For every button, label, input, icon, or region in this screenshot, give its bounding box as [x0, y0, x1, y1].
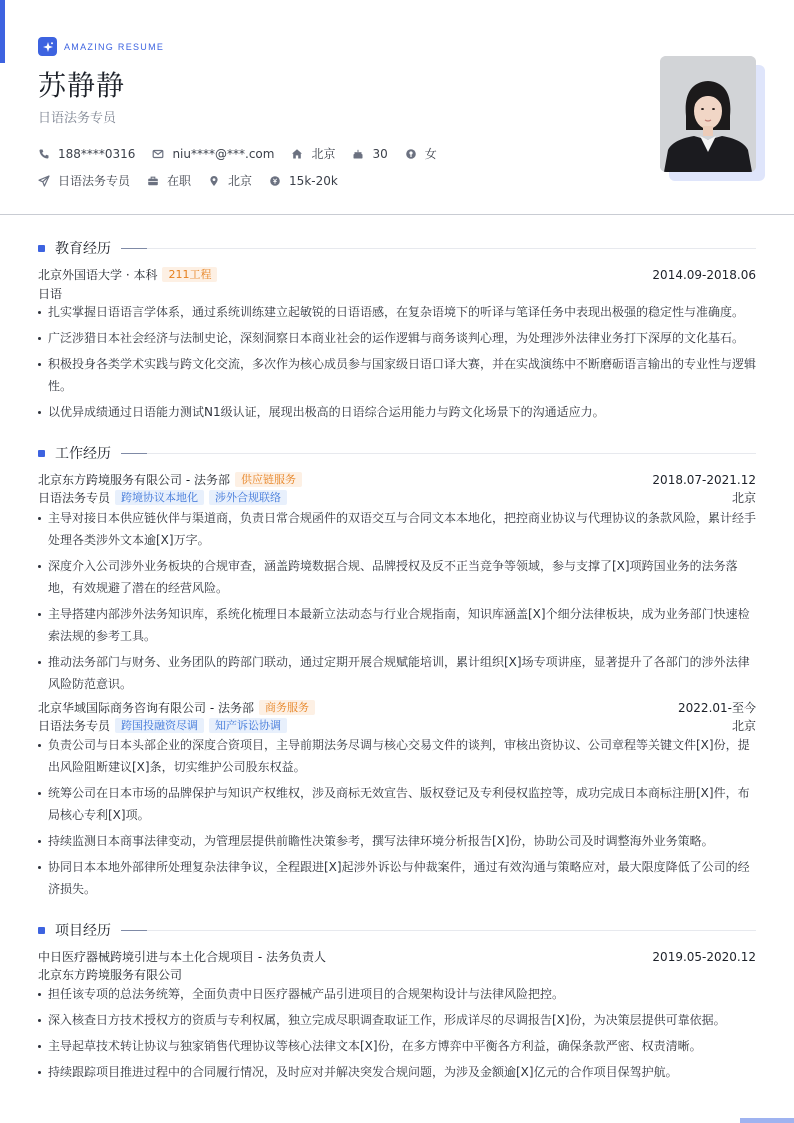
heading-rule: [121, 453, 147, 454]
project-name: 中日医疗器械跨境引进与本土化合规项目 - 法务负责人: [38, 950, 326, 964]
list-item: 持续跟踪项目推进过程中的合同履行情况，及时应对并解决突发合规问题，为涉及金额逾[X]亿元的合作项目保驾护航。: [38, 1061, 756, 1083]
briefcase-icon: [147, 175, 159, 187]
job-position-row: [38, 717, 756, 734]
profile-photo: [660, 56, 756, 172]
phone-icon: [38, 148, 50, 160]
education-major: 日语: [38, 287, 63, 301]
age-value: 30: [372, 146, 388, 161]
location-icon: [208, 175, 220, 187]
phone-value: 188****0316: [58, 146, 136, 161]
heading-rule: [121, 248, 147, 249]
project-header-row: [38, 948, 756, 965]
education-row: [38, 266, 756, 283]
project-period: 2019.05-2020.12: [652, 949, 756, 964]
intent-status-value: 在职: [167, 174, 192, 188]
section-marker: [38, 927, 45, 934]
job-skill-tag: 知产诉讼协调: [209, 718, 287, 733]
job-bullets: [38, 734, 756, 904]
job-header-row: [38, 471, 756, 488]
list-item: 担任该专项的总法务统筹，全面负责中日医疗器械产品引进项目的合规架构设计与法律风险把控。: [38, 983, 756, 1005]
job-company: 北京东方跨境服务有限公司 - 法务部: [38, 473, 230, 487]
job-intent-row: [38, 172, 355, 189]
cake-icon: [352, 148, 364, 160]
candidate-title: 日语法务专员: [38, 111, 117, 126]
education-section-heading: [38, 238, 756, 258]
intent-location: [208, 172, 252, 189]
list-item: 负责公司与日本头部企业的深度合资项目，主导前期法务尽调与核心交易文件的谈判，审核出资协议、公司章程等关键文件[X]份，提出风险阻断建议[X]条，切实维护公司股东权益。: [38, 734, 756, 778]
intent-location-value: 北京: [228, 174, 253, 188]
list-item: 深入核查日方技术授权方的资质与专利权属，独立完成尽职调查取证工作，形成详尽的尽调报告[X]份，为决策层提供可靠依据。: [38, 1009, 756, 1031]
email-value: niu****@***.com: [172, 146, 275, 161]
job-bullets: [38, 507, 756, 699]
education-school: 北京外国语大学 · 本科: [38, 268, 158, 282]
list-item: 主导起草技术转让协议与独家销售代理协议等核心法律文本[X]份，在多方博弈中平衡各方利益，确保条款严密、权责清晰。: [38, 1035, 756, 1057]
intent-salary-value: 15k-20k: [289, 173, 338, 188]
candidate-name: 苏静静: [38, 69, 126, 102]
work-section-heading: [38, 443, 756, 463]
list-item: 主导搭建内部涉外法务知识库，系统化梳理日本最新立法动态与行业合规指南，知识库涵盖[X]个细分法律板块，成为业务部门快速检索法规的参考工具。: [38, 603, 756, 647]
job-skill-tag: 跨国投融资尽调: [115, 718, 204, 733]
education-period: 2014.09-2018.06: [652, 267, 756, 282]
education-tag: 211工程: [162, 267, 217, 282]
list-item: 协同日本本地外部律所处理复杂法律争议，全程跟进[X]起涉外诉讼与仲裁案件，通过有效沟通与策略应对，最大限度降低了公司的经济损失。: [38, 856, 756, 900]
home-icon: [291, 148, 303, 160]
job-company: 北京华域国际商务咨询有限公司 - 法务部: [38, 701, 254, 715]
education-major-row: [38, 285, 756, 302]
send-icon: [38, 175, 50, 187]
list-item: 积极投身各类学术实践与跨文化交流，多次作为核心成员参与国家级日语口译大赛，并在实战演练中不断磨砺语言输出的专业性与逻辑性。: [38, 353, 756, 397]
project-section-heading: [38, 920, 756, 940]
intent-salary: [269, 174, 338, 188]
brand: [38, 37, 164, 56]
gender-icon: [405, 148, 417, 160]
brand-text: AMAZING RESUME: [64, 41, 165, 52]
job-company-tag: 商务服务: [259, 700, 315, 715]
project-heading: 项目经历: [55, 923, 111, 939]
job-position: 日语法务专员: [38, 719, 111, 733]
section-marker: [38, 450, 45, 457]
contact-city: [291, 145, 335, 162]
resume-header: [0, 0, 794, 215]
salary-icon: [269, 175, 281, 187]
work-heading: 工作经历: [55, 446, 111, 462]
list-item: 主导对接日本供应链伙伴与渠道商，负责日常合规函件的双语交互与合同文本本地化，把控商业协议与代理协议的条款风险，累计经手处理各类涉外文本逾[X]万字。: [38, 507, 756, 551]
job-location: 北京: [731, 719, 756, 733]
project-org: 北京东方跨境服务有限公司: [38, 968, 183, 982]
education-heading: 教育经历: [55, 241, 111, 257]
job-skill-tag: 涉外合规联络: [209, 490, 287, 505]
contact-email: [152, 147, 274, 161]
job-position-row: [38, 489, 756, 506]
education-bullets: [38, 301, 756, 427]
heading-rule-extension: [147, 248, 756, 249]
sparkle-icon: [38, 37, 57, 56]
list-item: 推动法务部门与财务、业务团队的跨部门联动，通过定期开展合规赋能培训，累计组织[X]场专项讲座，显著提升了各部门的涉外法律风险防范意识。: [38, 651, 756, 695]
job-header-row: [38, 699, 756, 716]
intent-position-value: 日语法务专员: [58, 174, 131, 188]
list-item: 持续监测日本商事法律变动，为管理层提供前瞻性决策参考，撰写法律环境分析报告[X]份，协助公司及时调整海外业务策略。: [38, 830, 756, 852]
heading-rule-extension: [147, 453, 756, 454]
gender-value: 女: [424, 147, 437, 161]
contact-gender: [405, 145, 437, 162]
city-value: 北京: [311, 147, 336, 161]
project-bullets: [38, 983, 756, 1087]
mail-icon: [152, 148, 164, 160]
list-item: 以优异成绩通过日语能力测试N1级认证，展现出极高的日语综合运用能力与跨文化场景下的沟通适应力。: [38, 401, 756, 423]
list-item: 深度介入公司涉外业务板块的合规审查，涵盖跨境数据合规、品牌授权及反不正当竞争等领域，参与支撑了[X]项跨国业务的法务落地，有效规避了潜在的经营风险。: [38, 555, 756, 599]
intent-status: [147, 172, 191, 189]
job-company-tag: 供应链服务: [235, 472, 302, 487]
job-location: 北京: [731, 491, 756, 505]
contact-row: [38, 145, 454, 162]
list-item: 扎实掌握日语语言学体系，通过系统训练建立起敏锐的日语语感，在复杂语境下的听译与笔译任务中表现出极强的稳定性与准确度。: [38, 301, 756, 323]
job-period: 2022.01-至今: [678, 701, 756, 715]
job-position: 日语法务专员: [38, 491, 111, 505]
heading-rule: [121, 930, 147, 931]
job-period: 2018.07-2021.12: [652, 472, 756, 487]
heading-rule-extension: [147, 930, 756, 931]
list-item: 统筹公司在日本市场的品牌保护与知识产权维权，涉及商标无效宣告、版权登记及专利侵权监控等，成功完成日本商标注册[X]件，布局核心专利[X]项。: [38, 782, 756, 826]
contact-phone: [38, 147, 135, 161]
list-item: 广泛涉猎日本社会经济与法制史论，深刻洞察日本商业社会的运作逻辑与商务谈判心理，为处理涉外法律业务打下深厚的文化基石。: [38, 327, 756, 349]
intent-position: [38, 172, 130, 189]
section-marker: [38, 245, 45, 252]
project-org-row: [38, 966, 756, 983]
footer-accent-bar: [740, 1118, 794, 1123]
job-skill-tag: 跨境协议本地化: [115, 490, 204, 505]
contact-age: [352, 147, 387, 161]
